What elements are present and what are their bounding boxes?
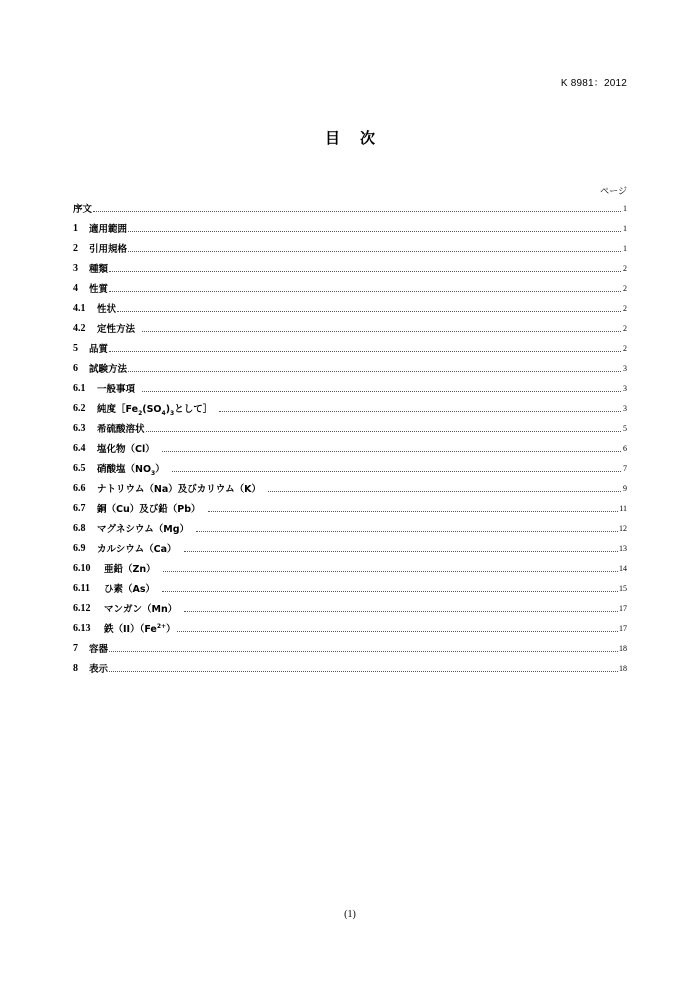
leader-dots [208,511,619,512]
title-char-2: 次 [360,129,376,147]
toc-entry-page: 2 [623,303,627,313]
toc-entry-label: カルシウム（Ca） [97,544,177,555]
toc-entry-page: 12 [619,523,627,533]
toc-entry-page: 5 [623,423,627,433]
leader-dots [128,251,621,252]
toc-entry-page: 18 [619,663,627,673]
toc-entry-4-2[interactable] [73,318,627,338]
leader-dots [109,671,618,672]
toc-entry-page: 2 [623,323,627,333]
toc-entry-label: 一般事項 [97,384,136,395]
toc-entry-page: 7 [623,463,627,473]
leader-dots [109,291,621,292]
toc-entry-label: 鉄$(II)(Fe^{2+})$ [104,622,176,635]
toc-entry-page: 3 [623,403,627,413]
toc-entry-number: 8 [73,662,78,674]
toc-entry-label: 試験方法 [89,364,128,375]
toc-entry-6-12[interactable] [73,598,627,618]
document-code: K 8981：2012 [560,78,627,89]
toc-entry-page: 17 [619,603,627,613]
leader-dots [128,231,621,232]
toc-entry-page: 18 [619,643,627,653]
toc-entry-6-4[interactable] [73,438,627,458]
toc-entry-number: 4.1 [73,302,86,314]
toc-entry-number: 6.2 [73,402,86,414]
toc-entry-number: 6.13 [73,622,91,634]
toc-entry-page: 1 [623,243,627,253]
toc-entry-page: 9 [623,483,627,493]
toc-entry-label: 種類 [89,264,109,275]
toc-entry-6-9[interactable] [73,538,627,558]
leader-dots [177,631,618,632]
toc-entry-number: 6.12 [73,602,91,614]
toc-entry-page: 3 [623,363,627,373]
leader-dots [219,411,621,412]
toc-entry-4[interactable] [73,278,627,298]
leader-dots [117,311,621,312]
toc-entry-number: 4.2 [73,322,86,334]
toc-entry-label: 定性方法 [97,324,136,335]
toc-entry-label: 塩化物（Cl） [97,444,155,455]
toc-entry-6-6[interactable] [73,478,627,498]
leader-dots [146,431,621,432]
leader-dots [196,531,618,532]
toc-entry-number: 6.8 [73,522,86,534]
toc-entry-label: 亜鉛（Zn） [104,564,156,575]
leader-dots [109,271,621,272]
toc-entry-label: ナトリウム（Na）及びカリウム（K） [97,484,262,495]
toc-entry-number: 6.6 [73,482,86,494]
toc-entry-6-7[interactable] [73,498,627,518]
toc-entry-6-10[interactable] [73,558,627,578]
toc-entry-label: ひ素（As） [104,584,156,595]
toc-entry-label: 品質 [89,344,109,355]
toc-entry-page: 1 [623,223,627,233]
toc-entry-page: 3 [623,383,627,393]
toc-entry-7[interactable] [73,638,627,658]
toc-entry-2[interactable] [73,238,627,258]
toc-entry-6-2[interactable] [73,398,627,418]
toc-entry-number: 6 [73,362,78,374]
toc-entry-label: 希硫酸溶状 [97,424,145,435]
leader-dots [93,211,621,212]
leader-dots [172,471,621,472]
toc-entry-page: 11 [619,503,627,513]
toc-entry-number: 3 [73,262,78,274]
toc-entry-1[interactable] [73,218,627,238]
toc-entry-number: 6.7 [73,502,86,514]
toc-entry-number: 7 [73,642,78,654]
toc-entry-page: 13 [619,543,627,553]
toc-entry-3[interactable] [73,258,627,278]
toc-entry-page: 15 [619,583,627,593]
toc-entry-6-13[interactable] [73,618,627,638]
toc-entry-6-11[interactable] [73,578,627,598]
leader-dots [268,491,621,492]
toc-entry-label: 性状 [97,304,117,315]
toc-entry-6-8[interactable] [73,518,627,538]
leader-dots [142,331,621,332]
leader-dots [162,591,618,592]
leader-dots [128,371,621,372]
toc-entry-label: 銅（Cu）及び鉛（Pb） [97,504,201,515]
toc-entry-label: 序文 [73,204,93,215]
toc-entry-number: 6.3 [73,422,86,434]
toc-entry-label: 硝酸塩$(NO_3)$ [97,464,165,477]
toc-entry-number: 1 [73,222,78,234]
toc-entry-preface[interactable] [73,198,627,218]
toc-entry-label: 容器 [89,644,109,655]
leader-dots [184,611,618,612]
toc-entry-number: 2 [73,242,78,254]
leader-dots [142,391,621,392]
toc-entry-number: 6.4 [73,442,86,454]
toc-entry-label: 純度$[Fe_2(SO_4)_3$として］ [97,404,213,417]
toc-entry-label: 表示 [89,664,109,675]
toc-entry-label: 引用規格 [89,244,128,255]
toc-entry-number: 6.10 [73,562,91,574]
title-char-1: 目 [324,129,340,147]
toc-entry-4-1[interactable] [73,298,627,318]
leader-dots [109,651,618,652]
page-number: (1) [344,909,356,920]
toc-entry-label: 適用範囲 [89,224,128,235]
page-column-label: ページ [600,187,627,197]
toc-entry-label: マンガン（Mn） [104,604,178,615]
toc-entry-page: 17 [619,623,627,633]
leader-dots [184,551,618,552]
toc-entry-number: 4 [73,282,78,294]
leader-dots [109,351,621,352]
toc-entry-page: 14 [619,563,627,573]
toc-entry-number: 6.5 [73,462,86,474]
toc-entry-number: 5 [73,342,78,354]
toc-entry-page: 2 [623,263,627,273]
table-of-contents [73,198,627,678]
toc-entry-page: 6 [623,443,627,453]
toc-entry-label: マグネシウム（Mg） [97,524,190,535]
toc-entry-label: 性質 [89,284,109,295]
toc-entry-6[interactable] [73,358,627,378]
leader-dots [163,571,618,572]
toc-entry-6-5[interactable] [73,458,627,478]
toc-entry-number: 6.9 [73,542,86,554]
toc-entry-page: 2 [623,343,627,353]
toc-entry-6-3[interactable] [73,418,627,438]
toc-entry-6-1[interactable] [73,378,627,398]
toc-entry-5[interactable] [73,338,627,358]
toc-entry-number: 6.1 [73,382,86,394]
toc-entry-8[interactable] [73,658,627,678]
toc-entry-page: 1 [623,203,627,213]
page-title [0,127,700,148]
leader-dots [162,451,621,452]
toc-entry-page: 2 [623,283,627,293]
toc-entry-number: 6.11 [73,582,90,594]
